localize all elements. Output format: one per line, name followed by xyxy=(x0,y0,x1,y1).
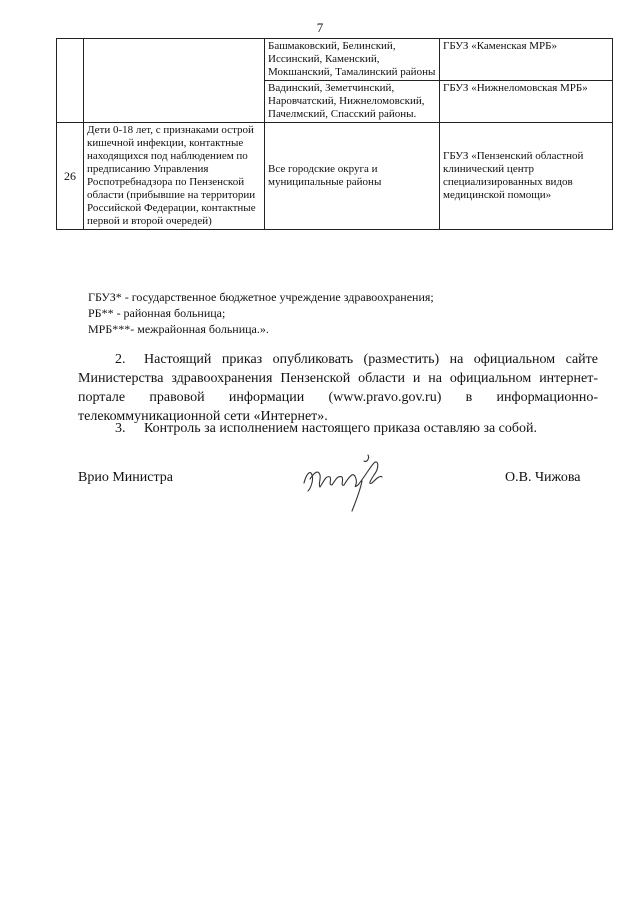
contingent-cell xyxy=(84,39,265,123)
footnote: ГБУЗ* - государственное бюджетное учреждение здравоохранения; xyxy=(88,290,434,304)
paragraph-number: 2. xyxy=(115,352,126,367)
row-number-cell xyxy=(57,39,84,123)
paragraph-text: Настоящий приказ опубликовать (разместить) на официальном сайте Министерства здравоохранения Пензенской области и на официальном интернет-портале правовой информации (www.pravo.gov.ru) в информационно-телекоммуникационной сети «Интернет». xyxy=(78,352,598,424)
signatory-title: Врио Министра xyxy=(78,470,173,485)
paragraph-control xyxy=(78,419,598,438)
page-number: 7 xyxy=(316,20,324,35)
handwritten-signature xyxy=(296,445,396,515)
paragraph-number: 3. xyxy=(115,421,126,436)
distribution-table xyxy=(56,38,613,230)
row-number-cell: 26 xyxy=(57,123,84,230)
institution-cell: ГБУЗ «Каменская МРБ» xyxy=(440,39,613,81)
paragraph-text: Контроль за исполнением настоящего приказа оставляю за собой. xyxy=(144,421,538,436)
institution-cell: ГБУЗ «Пензенский областной клинический центр специализированных видов медицинской помощи» xyxy=(440,123,613,230)
area-cell: Башмаковский, Белинский, Иссинский, Каменский, Мокшанский, Тамалинский районы xyxy=(265,39,440,81)
signatory-name: О.В. Чижова xyxy=(505,470,581,485)
area-cell: Вадинский, Земетчинский, Наровчатский, Нижнеломовский, Пачелмский, Спасский районы. xyxy=(265,81,440,123)
table-row xyxy=(57,39,613,81)
paragraph-publication xyxy=(78,350,598,426)
institution-cell: ГБУЗ «Нижнеломовская МРБ» xyxy=(440,81,613,123)
area-cell: Все городские округа и муниципальные районы xyxy=(265,123,440,230)
footnotes xyxy=(88,289,434,337)
table-row xyxy=(57,123,613,230)
contingent-cell: Дети 0-18 лет, с признаками острой кишечной инфекции, контактные находящихся под наблюдением по предписанию Управления Роспотребнадзора по Пензенской области (прибывшие на территории Российской Федерации, контактные первой и второй очередей) xyxy=(84,123,265,230)
footnote: МРБ***- межрайонная больница.». xyxy=(88,322,269,336)
footnote: РБ** - районная больница; xyxy=(88,306,226,320)
